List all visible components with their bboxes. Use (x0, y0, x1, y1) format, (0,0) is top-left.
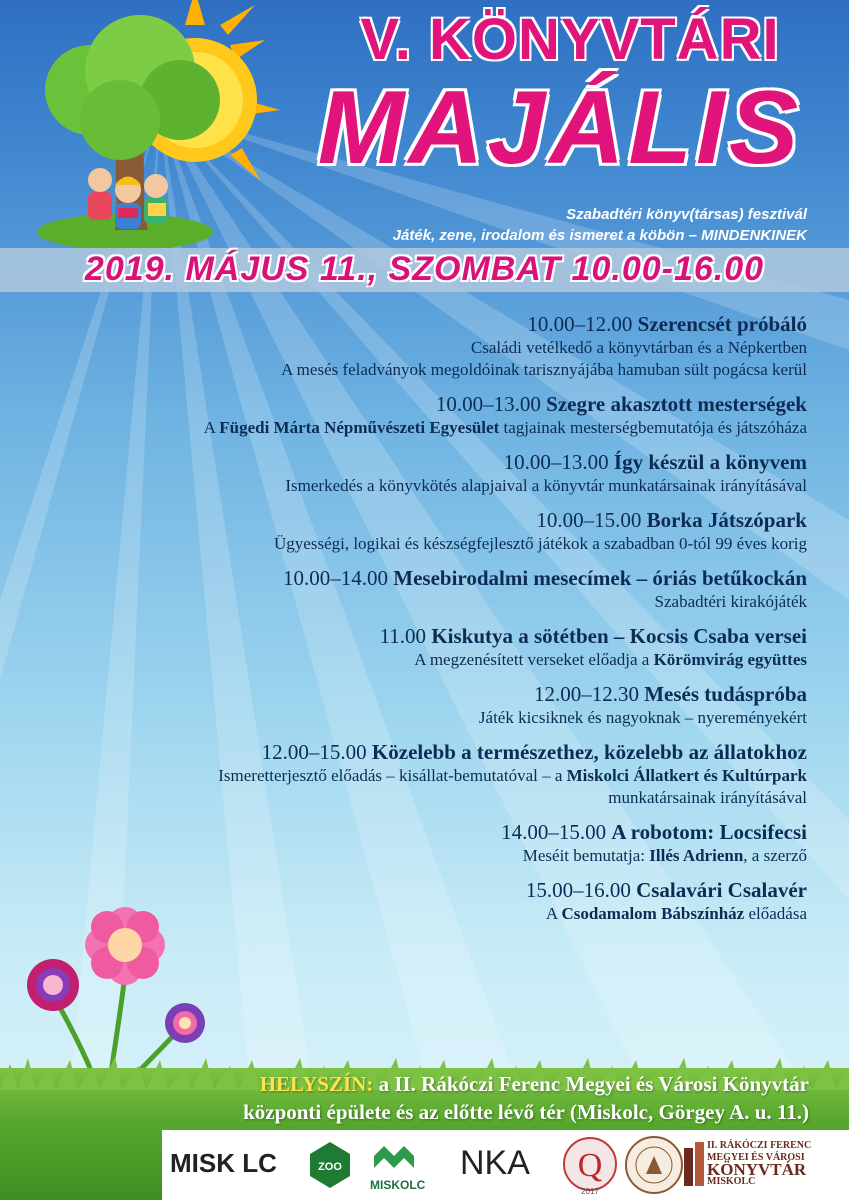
description-text: A megzenésített verseket előadja a (414, 650, 654, 669)
event-title: Csalavári Csalavér (636, 878, 807, 902)
zoo-badge-text: ZOO (318, 1161, 342, 1173)
miskolc-zoo-logo (170, 1148, 277, 1179)
purple-flower-icon (27, 959, 79, 1011)
event-title: Szerencsét próbáló (637, 312, 807, 336)
organizer-name: Fügedi Márta Népművészeti Egyesület (219, 418, 500, 437)
event-time: 12.00–15.00 (261, 740, 367, 764)
event-time: 10.00–14.00 (283, 566, 388, 590)
program-item (47, 740, 807, 809)
venue-line1 (260, 1072, 809, 1097)
library-logo-line: II. RÁKÓCZI FERENC (707, 1140, 812, 1151)
event-title: Szegre akasztott mesterségek (546, 392, 807, 416)
description-text: Családi vetélkedő a könyvtárban és a Népkertben (470, 338, 807, 357)
event-description (47, 787, 807, 809)
program-item (47, 392, 807, 439)
description-text: Ismerkedés a könyvkötés alapjaival a könyvtár munkatársainak irányításával (285, 476, 807, 495)
program-list (47, 312, 807, 936)
event-title: Kiskutya a sötétben – Kocsis Csaba versei (431, 624, 807, 648)
description-text: A (203, 418, 220, 437)
event-description (47, 359, 807, 381)
nka-logo: NKA (460, 1144, 530, 1182)
event-title: Így készül a könyvem (613, 450, 807, 474)
library-logo-line: MISKOLC (707, 1176, 756, 1187)
description-text: Szabadtéri kirakójáték (654, 592, 807, 611)
tree-sun-illustration (30, 0, 290, 260)
event-description (47, 845, 807, 867)
event-description (47, 765, 807, 787)
description-text: A mesés feladványok megoldóinak tarisznyájába hamuban sült pogácsa kerül (281, 360, 807, 379)
program-item (47, 566, 807, 613)
event-time: 14.00–15.00 (501, 820, 607, 844)
event-description (47, 337, 807, 359)
round-seal-icon (624, 1134, 684, 1196)
library-logo-line: KÖNYVTÁR (707, 1160, 807, 1179)
event-description (47, 417, 807, 439)
event-description (47, 591, 807, 613)
organizer-name: Miskolci Állatkert és Kultúrpark (566, 766, 807, 785)
event-description (47, 649, 807, 671)
program-item (47, 450, 807, 497)
event-description (47, 707, 807, 729)
title-line1: V. KÖNYVTÁRI (360, 7, 780, 72)
program-item (47, 682, 807, 729)
zoo-badge-icon (308, 1140, 352, 1190)
subtitle-festival: Szabadtéri könyv(társas) fesztivál (566, 206, 807, 223)
description-text: előadása (744, 904, 807, 923)
event-date: 2019. MÁJUS 11., SZOMBAT 10.00-16.00 (84, 250, 765, 288)
event-time: 11.00 (379, 624, 427, 648)
description-text: munkatársainak irányításával (608, 788, 807, 807)
author-name: Illés Adrienn (649, 846, 744, 865)
event-title: Mesés tudáspróba (644, 682, 807, 706)
subtitle-tagline: Játék, zene, irodalom és ismeret a köbön – MINDENKINEK (392, 227, 807, 244)
event-time: 12.00–12.30 (533, 682, 639, 706)
description-text: Meséit bemutatja: (522, 846, 650, 865)
event-title: A robotom: Locsifecsi (611, 820, 807, 844)
small-flower-icon (165, 1003, 205, 1043)
logo-text: MISK LC (170, 1148, 277, 1178)
venue-name: a II. Rákóczi Ferenc Megyei és Városi Könyvtár (378, 1072, 809, 1096)
theatre-name: Csodamalom Bábszínház (561, 904, 745, 923)
performer-name: Körömvirág együttes (653, 650, 807, 669)
event-title: Közelebb a természethez, közelebb az állatokhoz (371, 740, 807, 764)
program-item (47, 624, 807, 671)
library-logo (707, 1140, 811, 1188)
event-time: 15.00–16.00 (525, 878, 631, 902)
pink-flower-icon (85, 907, 165, 985)
description-text: tagjainak mesterségbemutatója és játszóháza (499, 418, 807, 437)
miskolc-city-icon (372, 1138, 416, 1176)
description-text: Ismeretterjesztő előadás – kisállat-bemutatóval – a (218, 766, 567, 785)
description-text: Játék kicsiknek és nagyoknak – nyereményekért (478, 708, 807, 727)
event-description (47, 475, 807, 497)
venue-label: HELYSZÍN: (259, 1072, 374, 1096)
sponsor-logos (162, 1130, 849, 1200)
minositett-konyvtar-badge-icon (562, 1134, 618, 1198)
event-time: 10.00–13.00 (503, 450, 609, 474)
event-time: 10.00–12.00 (527, 312, 633, 336)
event-time: 10.00–13.00 (435, 392, 541, 416)
description-text: , a szerző (743, 846, 807, 865)
badge-letter: Q (577, 1147, 603, 1184)
venue-line2: központi épülete és az előtte lévő tér (Miskolc, Görgey A. u. 11.) (243, 1100, 809, 1124)
event-time: 10.00–15.00 (536, 508, 642, 532)
description-text: Ügyességi, logikai és készségfejlesztő játékok a szabadban 0-tól 99 éves korig (274, 534, 807, 553)
event-title: Mesebirodalmi mesecímek – óriás betűkockán (393, 566, 807, 590)
children-reading (88, 168, 168, 229)
event-title: Borka Játszópark (646, 508, 807, 532)
program-item (47, 312, 807, 381)
program-item (47, 508, 807, 555)
title-line2: MAJÁLIS (317, 70, 803, 186)
library-logo-icon (684, 1142, 706, 1186)
miskolc-city-logo: MISKOLC (370, 1178, 426, 1192)
library-logo-line: MEGYEI ÉS VÁROSI (707, 1152, 805, 1163)
badge-year: 2017 (581, 1187, 599, 1196)
event-description (47, 533, 807, 555)
program-item (47, 820, 807, 867)
description-text: A (545, 904, 562, 923)
